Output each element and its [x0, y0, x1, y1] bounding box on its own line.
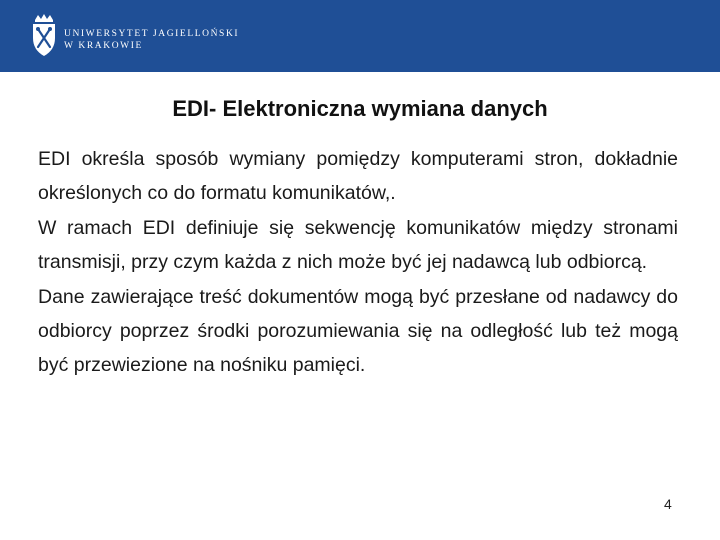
university-name [64, 28, 239, 52]
university-line-2: W KRAKOWIE [64, 41, 143, 51]
crest-icon [30, 12, 58, 58]
paragraph-2: W ramach EDI definiuje się sekwencję komunikatów między stronami transmisji, przy czym każda z nich może być jej nadawcą lub odbiorcą. [38, 216, 678, 274]
paragraph-3: Dane zawierające treść dokumentów mogą być przesłane od nadawcy do odbiorcy poprzez środki porozumiewania się na odległość lub też mogą być przewiezione na nośniku pamięci. [38, 285, 678, 377]
page-number: 4 [664, 496, 672, 512]
slide-body [38, 142, 678, 383]
slide-title: EDI- Elektroniczna wymiana danych [172, 96, 548, 121]
header-bar [0, 0, 720, 72]
university-line-1: UNIWERSYTET JAGIELLOŃSKI [64, 29, 240, 39]
paragraph-1: EDI określa sposób wymiany pomiędzy komputerami stron, dokładnie określonych co do formatu komunikatów,. [38, 148, 678, 205]
